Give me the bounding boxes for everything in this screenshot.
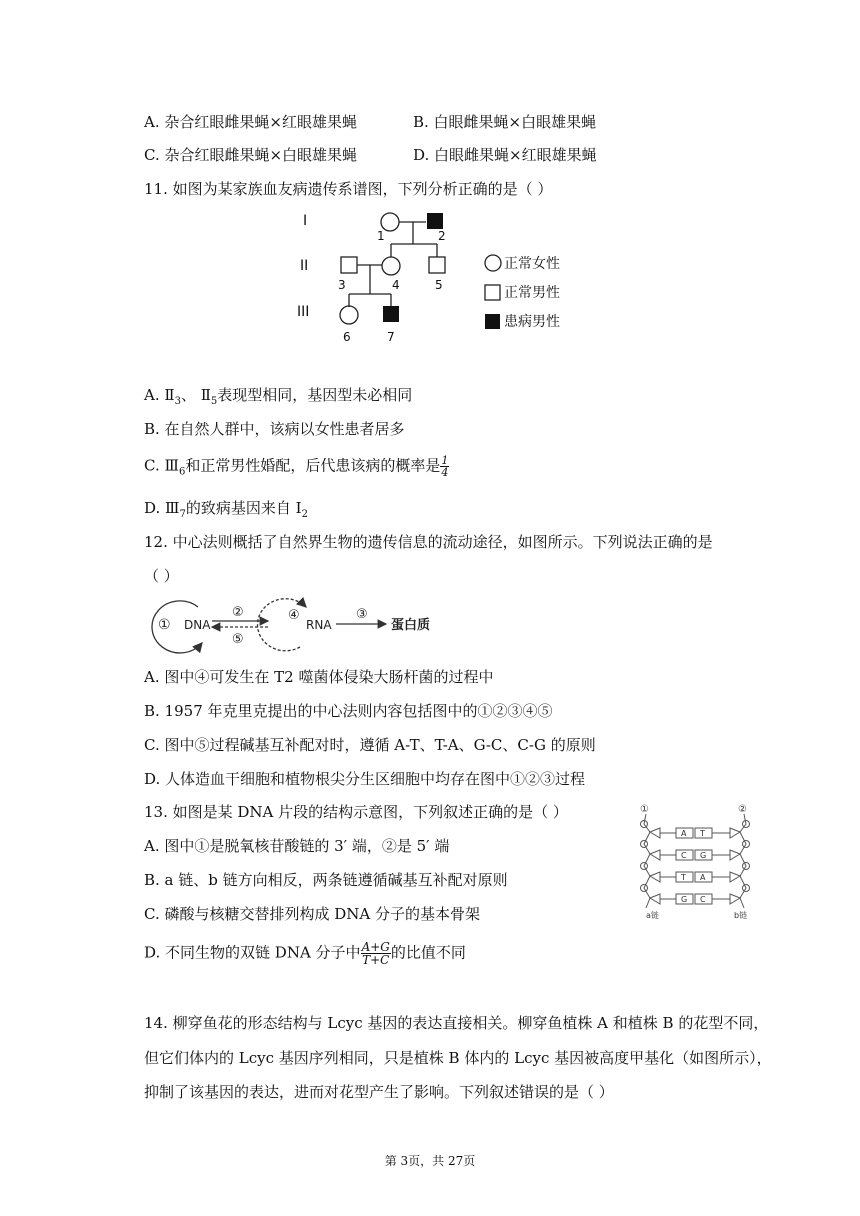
q11-option-d-sub2: 2	[301, 509, 308, 520]
q14-line3: 抑制了该基因的表达，进而对花型产生了影响。下列叙述错误的是（ ）	[144, 1083, 614, 1101]
q11-stem: 11. 如图为某家族血友病遗传系谱图，下列分析正确的是（ ）	[144, 180, 553, 198]
q11-option-a-text: A. Ⅱ	[144, 386, 175, 404]
q11-option-c	[144, 455, 449, 483]
q11-option-c-sub: 6	[178, 466, 186, 478]
base-2-right: G	[700, 851, 707, 860]
q13-option-a: A. 图中①是脱氧核苷酸链的 3′ 端，②是 5′ 端	[144, 837, 450, 855]
pedigree-individual-7	[383, 306, 399, 322]
legend-male-label: 正常男性	[504, 285, 560, 301]
legend-female-label: 正常女性	[504, 256, 560, 272]
q12-option-a: A. 图中④可发生在 T2 噬菌体侵染大肠杆菌的过程中	[144, 668, 494, 686]
pedigree-individual-3	[341, 257, 357, 273]
q10-option-a: A. 杂合红眼雌果蝇×红眼雄果蝇	[144, 113, 357, 131]
pedigree-individual-4	[382, 257, 400, 275]
q12-option-d: D. 人体造血干细胞和植物根尖分生区细胞中均存在图中①②③过程	[144, 770, 586, 788]
pedigree-individual-2	[427, 213, 443, 229]
q10-option-c: C. 杂合红眼雌果蝇×白眼雄果蝇	[144, 146, 358, 164]
central-dogma-diagram	[140, 597, 460, 657]
generation-label-2: II	[300, 258, 309, 274]
pedigree-number-2: 2	[438, 229, 446, 243]
generation-label-1: I	[303, 213, 308, 229]
base-2-left: C	[681, 851, 687, 860]
q11-option-c-text: C. Ⅲ	[144, 456, 179, 475]
pedigree-number-3: 3	[338, 278, 346, 292]
q11-option-d-sub1: 7	[179, 509, 186, 520]
q13-option-c: C. 磷酸与核糖交替排列构成 DNA 分子的基本骨架	[144, 905, 481, 923]
pedigree-individual-5	[429, 257, 445, 273]
label-protein: 蛋白质	[391, 618, 431, 633]
label-3: ③	[356, 607, 368, 622]
legend-affected-label: 患病男性	[504, 314, 560, 330]
pedigree-number-6: 6	[343, 330, 351, 344]
base-3-right: A	[700, 873, 706, 882]
q13-option-b: B. a 链、b 链方向相反，两条链遵循碱基互补配对原则	[144, 871, 508, 889]
q12-stem-line2: （ ）	[144, 567, 179, 585]
pedigree-number-1: 1	[377, 229, 385, 243]
q10-option-b: B. 白眼雌果蝇×白眼雄果蝇	[413, 113, 597, 131]
q13-option-d-post: 的比值不同	[390, 943, 466, 962]
pedigree-number-5: 5	[435, 278, 443, 292]
a-chain-label: a链	[646, 911, 659, 920]
q11-option-c-post: 和正常男性婚配，后代患该病的概率是	[185, 456, 441, 475]
fraction-numerator: 1	[441, 454, 449, 467]
pedigree-number-4: 4	[392, 278, 400, 292]
label-5: ⑤	[232, 632, 244, 647]
q11-option-d-mid: 的致病基因来自 Ⅰ	[185, 499, 302, 517]
pedigree-number-7: 7	[387, 330, 395, 344]
q12-option-c: C. 图中⑤过程碱基互补配对时，遵循 A-T、T-A、G-C、C-G 的原则	[144, 736, 596, 754]
q11-option-d-text: D. Ⅲ	[144, 499, 180, 517]
base-4-right: C	[700, 895, 706, 904]
pedigree-individual-6	[340, 306, 358, 324]
q13-option-d	[144, 941, 466, 966]
page-footer: 第 3页，共 27页	[384, 1154, 476, 1168]
q13-option-d-fraction	[361, 941, 391, 966]
strand-label-2: ②	[738, 804, 747, 815]
fraction-denominator: 4	[441, 466, 449, 479]
base-1-left: A	[681, 829, 687, 838]
q11-option-d	[144, 498, 308, 525]
q13-option-d-text: D. 不同生物的双链 DNA 分子中	[144, 943, 361, 962]
fraction-denominator: T+C	[362, 953, 390, 967]
q11-option-a	[144, 385, 412, 412]
q10-option-d: D. 白眼雌果蝇×红眼雄果蝇	[413, 146, 597, 164]
pedigree-diagram	[290, 204, 580, 350]
q11-option-b: B. 在自然人群中，该病以女性患者居多	[144, 420, 405, 438]
dna-structure-diagram	[632, 800, 762, 920]
fraction-numerator: A+G	[361, 940, 390, 954]
q12-stem-line1: 12. 中心法则概括了自然界生物的遗传信息的流动途径，如图所示。下列说法正确的是	[144, 533, 713, 551]
strand-label-1: ①	[640, 804, 649, 815]
q11-option-c-fraction	[440, 455, 449, 478]
q11-option-a-sub1: 3	[174, 396, 181, 407]
base-3-left: T	[681, 873, 686, 882]
legend-affected-icon	[485, 314, 500, 329]
label-2: ②	[232, 605, 244, 620]
rna-replication-arrow	[258, 599, 306, 651]
q14-line2: 但它们体内的 Lcyc 基因序列相同，只是植株 B 体内的 Lcyc 基因被高度甲基化（如图所示），	[144, 1049, 772, 1067]
q12-option-b: B. 1957 年克里克提出的中心法则内容包括图中的①②③④⑤	[144, 702, 553, 720]
q13-stem: 13. 如图是某 DNA 片段的结构示意图，下列叙述正确的是（ ）	[144, 803, 568, 821]
generation-label-3: III	[297, 304, 310, 320]
label-1: ①	[158, 617, 171, 633]
q11-option-a-post: 表现型相同，基因型未必相同	[217, 386, 413, 404]
b-chain-label: b链	[734, 911, 748, 920]
label-dna: DNA	[184, 618, 211, 632]
q14-line1: 14. 柳穿鱼花的形态结构与 Lcyc 基因的表达直接相关。柳穿鱼植株 A 和植株 B 的花型不同，	[144, 1014, 769, 1032]
base-4-left: G	[681, 895, 688, 904]
legend-female-icon	[485, 255, 501, 271]
base-1-right: T	[700, 829, 705, 838]
q11-option-a-mid: 、 Ⅱ	[180, 386, 211, 404]
q11-option-a-sub2: 5	[210, 396, 218, 407]
legend-male-icon	[485, 285, 500, 300]
label-4: ④	[288, 608, 300, 623]
label-rna: RNA	[306, 618, 332, 632]
